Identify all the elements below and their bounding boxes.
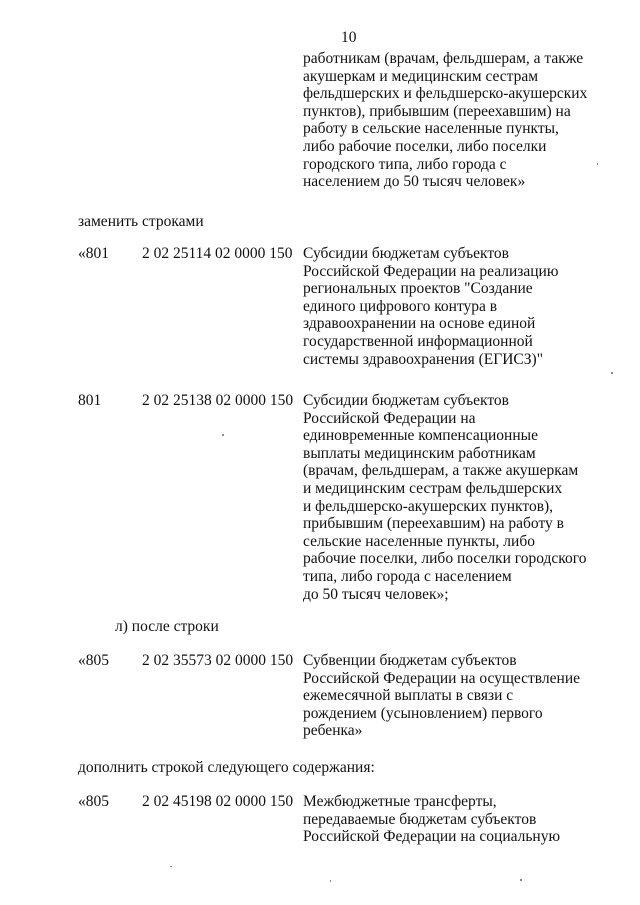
scan-speck (597, 163, 598, 165)
entry-number: «805 (78, 793, 109, 810)
entry-description-line: здравоохранении на основе единой (303, 315, 536, 333)
scan-speck (170, 866, 172, 867)
entry-code: 2 02 25114 02 0000 150 (142, 245, 293, 262)
entry-description (303, 793, 560, 846)
entry-description-line: ежемесячной выплаты в связи с (303, 687, 514, 705)
top-block (303, 50, 587, 191)
top-block-line: фельдшерских и фельдшерско-акушерских (303, 85, 588, 103)
top-block-line: работу в сельские населенные пункты, (303, 120, 559, 138)
entry-description-line: прибывшим (переехавшим) на работу в (303, 515, 564, 533)
entry-description-line: Российской Федерации на осуществление (303, 669, 581, 687)
entry-description-line: Субсидии бюджетам субъектов (303, 245, 509, 262)
entry-number: «801 (78, 245, 109, 262)
entry-description-line: государственной информационной (303, 332, 533, 350)
entry-description-line: Российской Федерации на реализацию (303, 262, 559, 280)
entry-code: 2 02 25138 02 0000 150 (142, 392, 294, 409)
entry-description-line: (врачам, фельдшерам, а также акушеркам (303, 462, 579, 480)
entry-description-line: и медицинским сестрам фельдшерских (303, 479, 563, 497)
entry-description-line: Субвенции бюджетам субъектов (303, 652, 517, 669)
entry-description (303, 652, 580, 740)
top-block-line: пунктов), прибывшим (переехавшим) на (303, 102, 571, 120)
top-block-line: либо рабочие поселки, либо поселки (303, 137, 547, 155)
top-block-line: работникам (врачам, фельдшерам, а также (303, 50, 584, 67)
entry-number: 801 (78, 392, 102, 409)
entry-number: «805 (78, 652, 109, 669)
entry-description-line: единовременные компенсационные (303, 427, 538, 445)
entry-description-line: типа, либо города с населением (303, 567, 512, 585)
after-label: л) после строки (115, 618, 219, 635)
entry-description-line: Российской Федерации на социальную (303, 828, 561, 846)
entry-description-line: единого цифрового контура в (303, 297, 498, 315)
replace-label: заменить строками (78, 213, 204, 230)
page-number: 10 (341, 29, 357, 46)
entry-description-line: сельские населенные пункты, либо (303, 532, 535, 550)
entry-code: 2 02 35573 02 0000 150 (142, 652, 294, 669)
entry-description-line: передаваемые бюджетам субъектов (303, 810, 537, 828)
entry-description-line: Межбюджетные трансферты, (303, 793, 497, 810)
top-block-line: акушеркам и медицинским сестрам (303, 67, 539, 85)
entry-description-line: и фельдшерско-акушерских пунктов), (303, 497, 554, 515)
top-block-line: городского типа, либо города с (303, 155, 507, 173)
scan-speck (611, 372, 613, 374)
add-label: дополнить строкой следующего содержания: (78, 759, 375, 776)
entry-description-line: рабочие поселки, либо поселки городского (303, 550, 587, 568)
entry-description-line: выплаты медицинским работникам (303, 444, 536, 462)
entry-description-line: рождением (усыновлением) первого (303, 704, 543, 722)
scan-speck (222, 434, 224, 436)
entry-description-line: Российской Федерации на (303, 409, 476, 427)
entry-description-line: системы здравоохранения (ЕГИСЗ)" (303, 350, 544, 368)
entry-description-line: ребенка» (303, 722, 363, 740)
entry-description (303, 245, 558, 368)
entry-description-line: Субсидии бюджетам субъектов (303, 392, 509, 409)
scan-speck (330, 880, 331, 882)
entry-description-line: до 50 тысяч человек»; (303, 585, 449, 603)
scan-speck (520, 879, 522, 881)
entry-description (303, 392, 587, 603)
entry-code: 2 02 45198 02 0000 150 (142, 793, 294, 810)
top-block-line: населением до 50 тысяч человек» (303, 173, 526, 191)
entry-description-line: региональных проектов "Создание (303, 280, 533, 298)
